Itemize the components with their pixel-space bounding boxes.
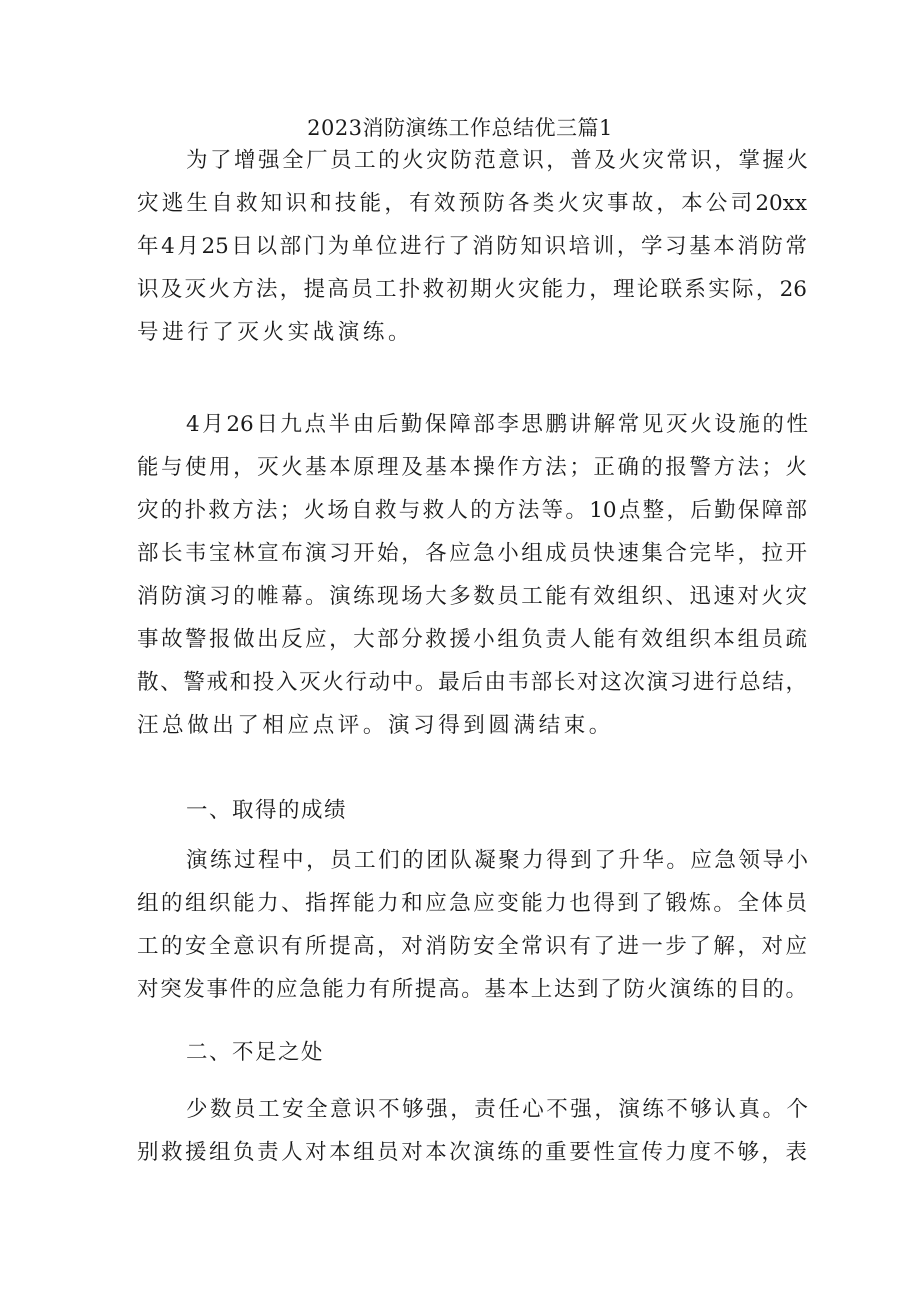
paragraph-2-line-5: 消防演习的帷幕。演练现场大多数员工能有效组织、迅速对火灾	[137, 584, 807, 609]
paragraph-2-line-4: 部长韦宝林宣布演习开始，各应急小组成员快速集合完毕，拉开	[137, 541, 807, 566]
paragraph-1-line-2: 灾逃生自救知识和技能，有效预防各类火灾事故，本公司20xx	[137, 191, 807, 216]
paragraph-2-line-1: 4月26日九点半由后勤保障部李思鹏讲解常见灭火设施的性	[186, 412, 808, 437]
paragraph-2-line-3: 灾的扑救方法；火场自救与救人的方法等。10点整，后勤保障部	[137, 498, 807, 523]
paragraph-4-line-1: 少数员工安全意识不够强，责任心不强，演练不够认真。个	[186, 1097, 808, 1122]
paragraph-3-line-3: 工的安全意识有所提高，对消防安全常识有了进一步了解，对应	[137, 934, 807, 959]
section-heading-achievements: 一、取得的成绩	[186, 798, 348, 823]
paragraph-2-line-7: 散、警戒和投入灭火行动中。最后由韦部长对这次演习进行总结，	[137, 670, 807, 695]
paragraph-2-line-8: 汪总做出了相应点评。演习得到圆满结束。	[137, 713, 614, 738]
section-heading-shortcomings: 二、不足之处	[186, 1040, 325, 1065]
paragraph-1-line-4: 识及灭火方法，提高员工扑救初期火灾能力，理论联系实际，26	[137, 277, 807, 302]
paragraph-3-line-1: 演练过程中，员工们的团队凝聚力得到了升华。应急领导小	[186, 848, 808, 873]
paragraph-1-line-5: 号进行了灭火实战演练。	[137, 320, 414, 345]
paragraph-4-line-2: 别救援组负责人对本组员对本次演练的重要性宣传力度不够，表	[137, 1140, 807, 1165]
paragraph-2-line-2: 能与使用，灭火基本原理及基本操作方法；正确的报警方法；火	[137, 455, 807, 480]
document-title: 2023消防演练工作总结优三篇1	[307, 116, 613, 140]
paragraph-3-line-2: 组的组织能力、指挥能力和应急应变能力也得到了锻炼。全体员	[137, 891, 807, 916]
paragraph-1-line-1: 为了增强全厂员工的火灾防范意识，普及火灾常识，掌握火	[186, 148, 808, 173]
paragraph-2-line-6: 事故警报做出反应，大部分救援小组负责人能有效组织本组员疏	[137, 627, 807, 652]
paragraph-3-line-4: 对突发事件的应急能力有所提高。基本上达到了防火演练的目的。	[137, 977, 807, 1002]
paragraph-1-line-3: 年4月25日以部门为单位进行了消防知识培训，学习基本消防常	[137, 234, 807, 259]
